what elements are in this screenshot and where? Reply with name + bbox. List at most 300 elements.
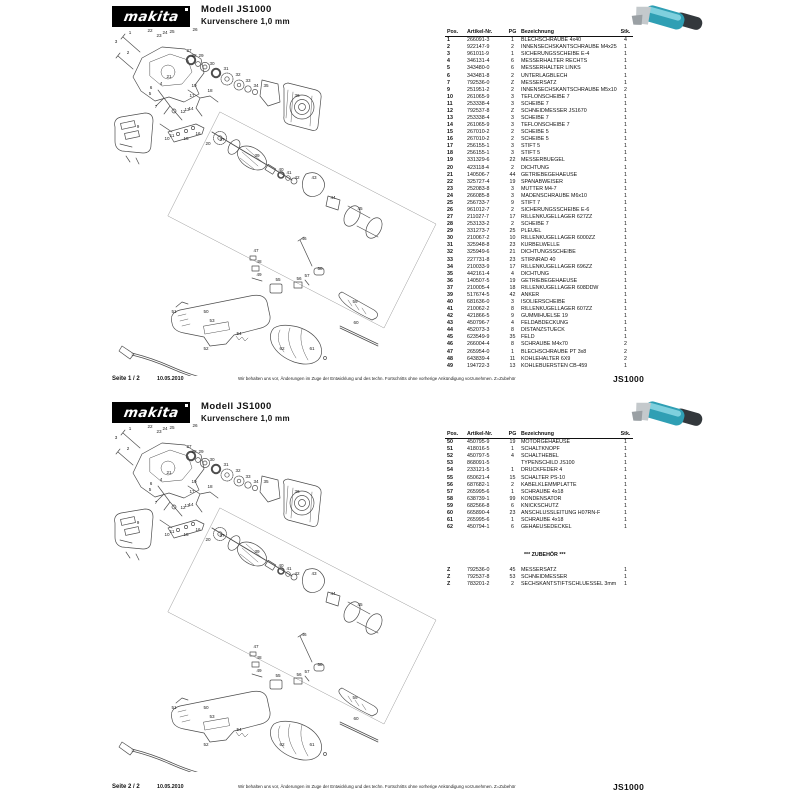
cell-pos: 43 (447, 320, 453, 327)
col-artikel: Artikel-Nr. (467, 431, 493, 437)
diagram-callout: 21 (166, 74, 172, 79)
cell-stk: 1 (624, 221, 627, 228)
diagram-callout: 2 (126, 50, 130, 55)
cell-stk: 1 (624, 446, 627, 453)
cell-bez: GETRIEBEGEHAEUSE (521, 277, 578, 284)
parts-row (445, 242, 633, 249)
diagram-callout: 18 (207, 88, 213, 93)
diagram-callout: 49 (256, 272, 262, 277)
cell-art: 266085-8 (467, 192, 490, 199)
cell-stk: 1 (624, 207, 627, 213)
parts-row (445, 355, 633, 362)
col-pg: PG (508, 29, 517, 35)
cell-art: 252083-8 (467, 185, 490, 192)
cell-art: 265995-6 (467, 488, 490, 495)
model-title: Modell JS1000 (201, 4, 272, 15)
cell-bez: RILLENKUGELLAGER 607ZZ (521, 306, 593, 313)
cell-bez: ANSCHLUSSLEITUNG H07RN-F (521, 509, 601, 516)
cell-bez: RILLENKUGELLAGER 608DDW (521, 284, 599, 291)
cell-pos: 59 (447, 502, 453, 509)
diagram-callout: 40 (278, 563, 284, 568)
diagram-callout: 6 (149, 481, 153, 486)
cell-bez: SCHRAUBE 4x18 (521, 488, 564, 495)
parts-row (445, 348, 633, 355)
cell-pg: 23 (509, 242, 516, 249)
diagram-callout: 54 (236, 727, 242, 732)
cell-pos: 54 (447, 467, 453, 474)
cell-pos: 51 (447, 446, 453, 453)
parts-row (445, 284, 633, 291)
cell-pg: 19 (509, 277, 516, 284)
diagram-callout: 19 (191, 83, 197, 88)
parts-row (445, 143, 633, 150)
cell-stk: 1 (624, 178, 627, 185)
cell-pg: Z (510, 79, 515, 86)
cell-pg: 42 (509, 291, 516, 298)
cell-bez: STIRNRAD 40 (521, 256, 556, 263)
accessory-rows (445, 567, 633, 588)
diagram-callout: 53 (209, 318, 215, 323)
cell-art: 687682-1 (467, 481, 490, 488)
cell-pos: 62 (447, 524, 453, 531)
cell-bez: KONDENSATOR (521, 495, 562, 502)
parts-table-page-1 (445, 27, 633, 369)
cell-pg: 4 (511, 270, 514, 277)
diagram-callout: 43 (311, 571, 317, 576)
cell-pos: 50 (447, 439, 453, 446)
cell-stk: 1 (624, 93, 627, 100)
cell-bez: SICHERUNGSSCHEIBE E-6 (521, 207, 590, 213)
cell-art: 665890-4 (467, 509, 490, 516)
cell-pg: 9 (511, 313, 514, 320)
cell-art: 265954-0 (467, 348, 490, 355)
cell-pos: 26 (447, 207, 453, 213)
cell-art: 256733-7 (467, 199, 490, 206)
cell-art: 253133-2 (467, 221, 490, 228)
parts-rows-page-1 (445, 37, 633, 370)
cell-stk: 1 (624, 313, 627, 320)
cell-pos: 12 (447, 107, 453, 114)
diagram-callout: 22 (147, 28, 153, 33)
parts-row (445, 298, 633, 305)
diagram-callout: 31 (223, 462, 229, 467)
parts-row (445, 37, 633, 44)
diagram-callout: 15 (183, 136, 189, 141)
cell-art: 265995-6 (467, 516, 490, 523)
cell-art: 325727-4 (467, 178, 490, 185)
cell-bez: BLECHSCHRAUBE 4x40 (521, 37, 582, 44)
cell-pos: 41 (447, 306, 453, 313)
cell-pos: 7 (447, 79, 450, 86)
cell-art: 253338-4 (467, 114, 490, 121)
cell-pos: 39 (447, 291, 453, 298)
cell-bez: SICHERUNGSSCHEIBE E-4 (521, 51, 590, 58)
parts-row (445, 235, 633, 242)
diagram-callout: 11 (169, 133, 175, 138)
cell-pg: 1 (511, 51, 514, 58)
cell-bez: MESSERHALTER RECHTS (521, 58, 588, 65)
diagram-callout: 39 (254, 153, 260, 158)
cell-bez: DICHTUNGSSCHEIBE (521, 249, 576, 256)
cell-pos: 40 (447, 299, 453, 306)
cell-art: 643839-4 (467, 355, 490, 362)
cell-bez: STIFT 7 (521, 199, 541, 206)
diagram-callout: 25 (169, 29, 175, 34)
diagram-callout: 35 (263, 83, 269, 88)
parts-row (445, 567, 633, 574)
parts-row (445, 574, 633, 581)
diagram-callout: 3 (114, 39, 118, 44)
cell-bez: PLEUEL (521, 228, 542, 235)
model-subtitle: Kurvenschere 1,0 mm (201, 16, 290, 26)
diagram-callout: 50 (203, 309, 209, 314)
cell-stk: 2 (624, 341, 627, 348)
cell-bez: KABELKLEMMPLATTE (521, 481, 577, 488)
diagram-callout: 31 (223, 66, 229, 71)
model-code: JS1000 (613, 374, 645, 384)
cell-pg: 6 (511, 524, 514, 531)
cell-art: 233121-5 (467, 467, 490, 474)
cell-stk: 1 (624, 320, 627, 327)
cell-stk: 1 (624, 65, 627, 72)
diagram-callouts (115, 28, 363, 351)
diagram-callout: 55 (275, 673, 281, 678)
diagram-callout: 57 (304, 273, 310, 278)
cell-pg: 3 (511, 93, 514, 100)
cell-pg: 53 (509, 574, 516, 581)
page-1 (0, 0, 792, 396)
parts-row (445, 341, 633, 348)
parts-row (445, 114, 633, 121)
parts-row (445, 206, 633, 213)
cell-art: 418016-5 (467, 446, 490, 453)
diagram-callout: 37 (219, 137, 225, 142)
diagram-callout: 30 (209, 457, 215, 462)
cell-pg: 6 (511, 65, 514, 72)
cell-art: 261065-9 (467, 122, 490, 129)
cell-pg: 1 (511, 467, 514, 474)
parts-row (445, 481, 633, 488)
parts-table-header (445, 27, 633, 37)
cell-pos: 33 (447, 256, 453, 263)
cell-art: 266091-3 (467, 37, 490, 44)
cell-pos: 49 (447, 362, 453, 369)
diagram-callout: 32 (235, 72, 241, 77)
cell-stk: 1 (624, 474, 627, 481)
cell-pos: 45 (447, 334, 453, 341)
col-pos: Pos. (447, 431, 459, 437)
cell-pg: 3 (511, 122, 514, 129)
cell-art: 210005-4 (467, 284, 490, 291)
cell-art: 681636-0 (467, 299, 490, 306)
cell-pg: 19 (509, 178, 516, 185)
cell-art: 868091-5 (467, 460, 490, 467)
diagram-callout: 36 (294, 93, 300, 98)
cell-art: 792537-8 (467, 107, 490, 114)
cell-pos: 34 (447, 263, 453, 270)
cell-stk: 2 (624, 348, 627, 355)
diagram-callout: 35 (263, 479, 269, 484)
diagram-callout: 40 (278, 167, 284, 172)
exploded-parts-diagram (112, 424, 442, 772)
diagram-callout: 23 (156, 429, 162, 434)
cell-stk: 1 (624, 439, 627, 446)
cell-pos: 23 (447, 185, 453, 192)
parts-row (445, 327, 633, 334)
parts-row (445, 263, 633, 270)
diagram-callout: 15 (183, 532, 189, 537)
cell-art: 211027-7 (467, 214, 489, 221)
cell-bez: TEFLONSCHEIBE 7 (521, 122, 570, 129)
cell-bez: MESSERHALTER LINKS (521, 65, 581, 72)
cell-bez: RILLENKUGELLAGER 627ZZ (521, 214, 593, 221)
cell-stk: 1 (624, 306, 627, 313)
cell-stk: 1 (624, 143, 627, 150)
cell-stk: 2 (624, 86, 627, 93)
parts-row (445, 320, 633, 327)
cell-art: 638739-1 (467, 495, 490, 502)
cell-pos: Z (447, 567, 451, 574)
cell-pg: 2 (511, 581, 514, 588)
cell-stk: 4 (624, 37, 627, 44)
cell-pg: 2 (511, 164, 514, 171)
cell-pg: 1 (511, 446, 514, 453)
cell-pg: 6 (511, 58, 514, 65)
diagram-callout: 25 (169, 425, 175, 430)
diagram-callout: 58 (317, 266, 323, 271)
cell-art: 261065-9 (467, 93, 490, 100)
cell-bez: SECHSKANTSTIFTSCHLUESSEL 3mm (521, 581, 617, 588)
diagram-callout: 32 (235, 468, 241, 473)
parts-row (445, 199, 633, 206)
cell-art: 421866-5 (467, 313, 490, 320)
cell-bez: ISOLIERSCHEIBE (521, 299, 566, 306)
cell-stk: 1 (624, 150, 627, 157)
diagram-callout: 27 (186, 444, 192, 449)
diagram-callout: 26 (192, 28, 198, 32)
diagram-callout: 48 (256, 259, 262, 264)
cell-stk: 1 (624, 488, 627, 495)
cell-stk: 1 (624, 284, 627, 291)
cell-pg: 2 (511, 129, 514, 136)
diagram-callout: 29 (198, 449, 204, 454)
parts-row (445, 65, 633, 72)
cell-pos: 10 (447, 93, 453, 100)
diagram-callout: 1 (128, 30, 132, 35)
parts-row (445, 171, 633, 178)
diagram-callout: 54 (236, 331, 242, 336)
cell-art: 210067-2 (467, 235, 490, 242)
cell-bez: SCHEIBE 7 (521, 114, 549, 121)
cell-bez: DISTANZSTUECK (521, 327, 565, 334)
cell-pos: 53 (447, 460, 453, 467)
cell-stk: 1 (624, 228, 627, 235)
cell-pos: 15 (447, 129, 453, 136)
parts-row (445, 270, 633, 277)
cell-pg: 3 (511, 150, 514, 157)
cell-bez: SCHEIBE 5 (521, 136, 549, 143)
cell-art: 517674-5 (467, 291, 490, 298)
cell-pos: 4 (447, 58, 450, 65)
diagram-callout: 10 (164, 532, 170, 537)
cell-pos: 6 (447, 72, 450, 79)
diagram-callout: 57 (304, 669, 310, 674)
cell-stk: 1 (624, 79, 627, 86)
cell-stk: 1 (624, 581, 627, 588)
cell-stk: 1 (624, 567, 627, 574)
cell-bez: UNTERLAGBLECH (521, 72, 568, 79)
cell-art: 325948-8 (467, 242, 490, 249)
diagram-callout: 5 (148, 91, 152, 96)
cell-stk: 1 (624, 574, 627, 581)
diagram-callout: 47 (253, 248, 259, 253)
cell-stk: 1 (624, 516, 627, 523)
cell-pg: 4 (511, 320, 514, 327)
cell-pos: 22 (447, 178, 453, 185)
cell-stk: 1 (624, 51, 627, 58)
parts-row (445, 178, 633, 185)
cell-pg: 15 (509, 474, 516, 481)
cell-art: 140507-5 (467, 277, 490, 284)
cell-stk: 1 (624, 291, 627, 298)
cell-bez: FELDABDECKUNG (521, 320, 569, 327)
parts-row (445, 334, 633, 341)
page-2 (0, 396, 792, 792)
parts-row (445, 79, 633, 86)
cell-art: 343481-8 (467, 72, 490, 79)
cell-pos: 35 (447, 270, 453, 277)
cell-pos: 14 (447, 122, 453, 129)
diagram-callout: 24 (162, 426, 168, 431)
cell-pos: 28 (447, 221, 453, 228)
cell-pg: 2 (511, 207, 514, 213)
cell-pos: 5 (447, 65, 450, 72)
cell-bez: SCHALTKNOPF (521, 446, 560, 453)
cell-stk: 1 (624, 114, 627, 121)
diagram-callouts (115, 424, 363, 747)
parts-row (445, 460, 633, 467)
cell-pg: 17 (509, 214, 516, 221)
cell-pg: 1 (511, 37, 514, 44)
diagram-callout: 17 (189, 489, 195, 494)
cell-art: 450796-7 (467, 320, 490, 327)
cell-pos: 48 (447, 355, 453, 362)
parts-row (445, 453, 633, 460)
cell-pg: 2 (511, 72, 514, 79)
parts-row (445, 136, 633, 143)
parts-row (445, 58, 633, 65)
parts-row (445, 157, 633, 164)
cell-stk: 1 (624, 453, 627, 460)
cell-bez: MESSERSATZ (521, 79, 557, 86)
cell-pg: 3 (511, 143, 514, 150)
diagram-callout: 44 (330, 195, 336, 200)
diagram-callout: 34 (253, 83, 259, 88)
cell-pg: 1 (511, 516, 514, 523)
cell-bez: SCHNEIDMESSER JS1670 (521, 107, 587, 114)
col-bezeichnung: Bezeichnung (521, 29, 554, 35)
cell-art: 253338-4 (467, 100, 490, 107)
diagram-callout: 56 (296, 672, 302, 677)
cell-art: 792536-0 (467, 567, 490, 574)
parts-row (445, 439, 633, 446)
page-indicator: Seite 2 / 2 (112, 784, 140, 790)
cell-pg: 2 (511, 44, 514, 51)
parts-row (445, 495, 633, 502)
cell-bez: TEFLONSCHEIBE 7 (521, 93, 570, 100)
diagram-callout: 23 (156, 33, 162, 38)
exploded-parts-diagram (112, 28, 442, 376)
cell-pg: 3 (511, 185, 514, 192)
cell-pos: 9 (447, 86, 450, 93)
cell-bez: SCHEIBE 7 (521, 221, 549, 228)
model-subtitle: Kurvenschere 1,0 mm (201, 413, 290, 423)
diagram-callout: 11 (169, 529, 175, 534)
diagram-callout: 21 (166, 470, 172, 475)
cell-pg: 25 (509, 228, 516, 235)
cell-stk: 1 (624, 467, 627, 474)
diagram-callout: 51 (171, 705, 177, 710)
footer-page-1 (0, 376, 792, 388)
diagram-callout: 14 (188, 106, 194, 111)
cell-bez: STIFT 5 (521, 143, 541, 150)
cell-art: 267010-2 (467, 129, 490, 136)
date-label: 10.05.2010 (157, 784, 184, 790)
diagram-callout: 61 (309, 742, 315, 747)
accessories-title: *** ZUBEHÖR *** (524, 552, 566, 558)
parts-row (445, 192, 633, 199)
cell-pg: 23 (509, 509, 516, 516)
cell-art: 325949-6 (467, 249, 490, 256)
diagram-callout: 20 (205, 537, 211, 542)
diagram-callout: 42 (294, 571, 300, 576)
cell-pg: 8 (511, 327, 514, 334)
cell-bez: SCHEIBE 5 (521, 129, 549, 136)
parts-row (445, 214, 633, 221)
diagram-callout: 42 (294, 175, 300, 180)
diagram-callout: 33 (245, 78, 251, 83)
cell-pos: 29 (447, 228, 453, 235)
cell-pg: 10 (509, 235, 516, 242)
diagram-callout: 53 (209, 714, 215, 719)
cell-bez: DICHTUNG (521, 164, 549, 171)
cell-stk: 1 (624, 481, 627, 488)
diagram-callout: 48 (256, 655, 262, 660)
parts-row (445, 150, 633, 157)
cell-bez: GUMMIHUELSE 19 (521, 313, 568, 320)
legal-notice: Wir behalten uns vor, Änderungen im Zuge der Entwicklung und des techn. Fortschritts ohne vorherige Ankündigung vorzunehmen. Z=Zubehör (238, 376, 516, 381)
diagram-callout: 30 (209, 61, 215, 66)
cell-art: 251951-2 (467, 86, 490, 93)
diagram-callout: 56 (296, 276, 302, 281)
parts-row (445, 228, 633, 235)
cell-stk: 1 (624, 256, 627, 263)
parts-row (445, 93, 633, 100)
cell-art: 210033-9 (467, 263, 490, 270)
cell-pos: 21 (447, 171, 453, 178)
cell-stk: 1 (624, 72, 627, 79)
cell-stk: 1 (624, 214, 627, 221)
cell-pos: 25 (447, 199, 453, 206)
diagram-callout: 45 (357, 602, 363, 607)
cell-bez: SPANABWEISER (521, 178, 563, 185)
cell-pos: Z (447, 581, 451, 588)
diagram-callout: 60 (353, 716, 359, 721)
cell-art: 623549-9 (467, 334, 490, 341)
cell-pg: 2 (511, 86, 514, 93)
diagram-callout: 3 (114, 435, 118, 440)
cell-pos: Z (447, 574, 451, 581)
